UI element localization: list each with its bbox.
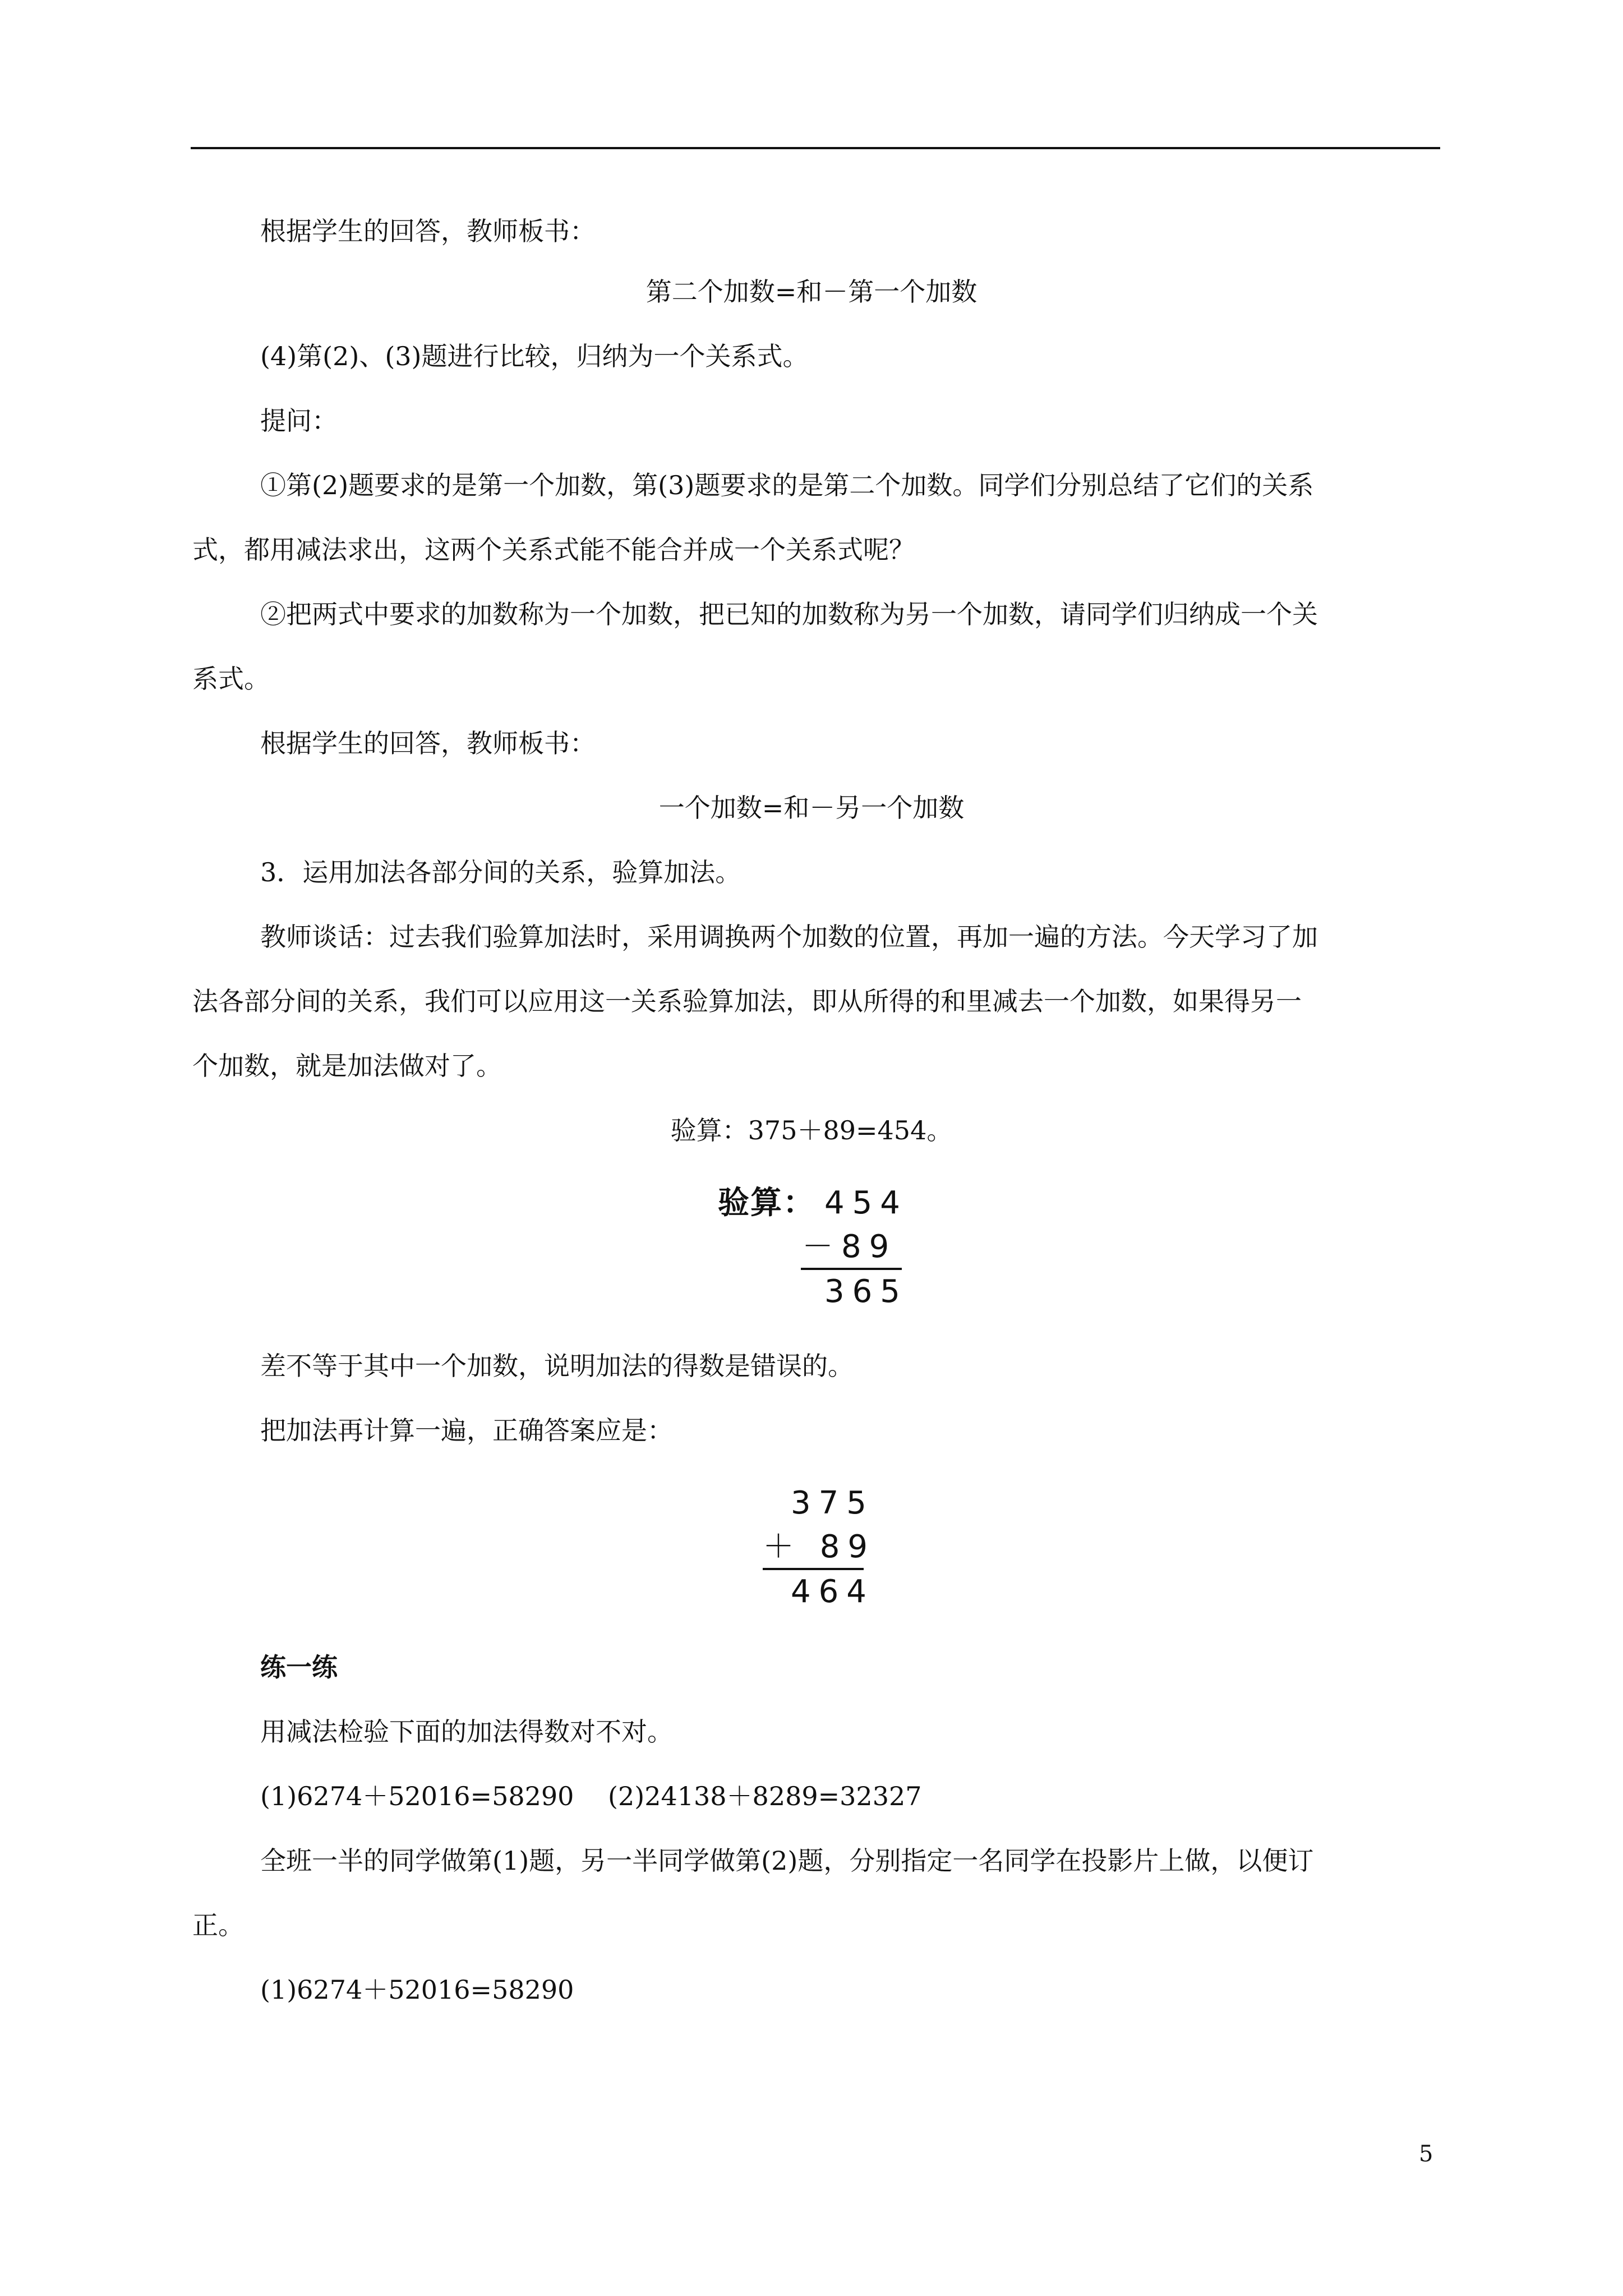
paragraph-text: (4)第(2)、(3)题进行比较，归纳为一个关系式。 bbox=[260, 341, 809, 371]
verify-label: 验算： bbox=[718, 1185, 815, 1221]
correct-vertical-calculation bbox=[763, 1484, 875, 1613]
practice-problem-1: (1)6274＋52016=58290 bbox=[260, 1975, 574, 2005]
calc-rule bbox=[763, 1568, 864, 1570]
paragraph-text: 根据学生的回答，教师板书： bbox=[260, 728, 596, 758]
header-rule bbox=[191, 147, 1440, 149]
paragraph-text: 个加数，就是加法做对了。 bbox=[192, 1051, 502, 1081]
calc-result: 464 bbox=[791, 1573, 874, 1610]
paragraph-text: 全班一半的同学做第(1)题，另一半同学做第(2)题，分别指定一名同学在投影片上做，以便订 bbox=[260, 1846, 1314, 1876]
board-formula-1: 第二个加数=和－第一个加数 bbox=[645, 277, 978, 307]
board-formula-2: 一个加数=和－另一个加数 bbox=[658, 793, 965, 823]
calc-result: 365 bbox=[824, 1273, 908, 1310]
calc-operator-row: ＋ 89 bbox=[763, 1529, 876, 1565]
paragraph-text: 法各部分间的关系，我们可以应用这一关系验算加法，即从所得的和里减去一个加数，如果得另一 bbox=[192, 986, 1302, 1016]
paragraph-text: ②把两式中要求的加数称为一个加数，把已知的加数称为另一个加数，请同学们归纳成一个关 bbox=[260, 599, 1318, 629]
paragraph-text: 提问： bbox=[260, 406, 338, 436]
verify-equation: 验算：375＋89=454。 bbox=[670, 1115, 953, 1145]
calc-rule bbox=[801, 1268, 902, 1270]
paragraph-text: 差不等于其中一个加数，说明加法的得数是错误的。 bbox=[260, 1351, 854, 1381]
paragraph-text: 正。 bbox=[192, 1910, 244, 1940]
page-number: 5 bbox=[1419, 2141, 1433, 2167]
calc-top-number: 454 bbox=[824, 1185, 908, 1221]
paragraph-text: 教师谈话：过去我们验算加法时，采用调换两个加数的位置，再加一遍的方法。今天学习了加 bbox=[260, 922, 1318, 952]
paragraph-text: ①第(2)题要求的是第一个加数，第(3)题要求的是第二个加数。同学们分别总结了它们的关系 bbox=[260, 470, 1314, 500]
paragraph-text: 式，都用减法求出，这两个关系式能不能合并成一个关系式呢？ bbox=[192, 535, 915, 565]
practice-heading: 练一练 bbox=[260, 1652, 338, 1682]
paragraph-text: 根据学生的回答，教师板书： bbox=[260, 216, 596, 246]
paragraph-text: 用减法检验下面的加法得数对不对。 bbox=[260, 1717, 673, 1747]
verify-vertical-calculation bbox=[718, 1184, 909, 1313]
paragraph-text: 系式。 bbox=[192, 664, 270, 694]
calc-operator-row: －89 bbox=[802, 1228, 897, 1265]
paragraph-text: 把加法再计算一遍，正确答案应是： bbox=[260, 1415, 673, 1446]
calc-top-number: 375 bbox=[791, 1485, 874, 1521]
section-heading: 3．运用加法各部分间的关系，验算加法。 bbox=[260, 857, 741, 887]
practice-problems: (1)6274＋52016=58290 (2)24138＋8289=32327 bbox=[260, 1781, 922, 1811]
